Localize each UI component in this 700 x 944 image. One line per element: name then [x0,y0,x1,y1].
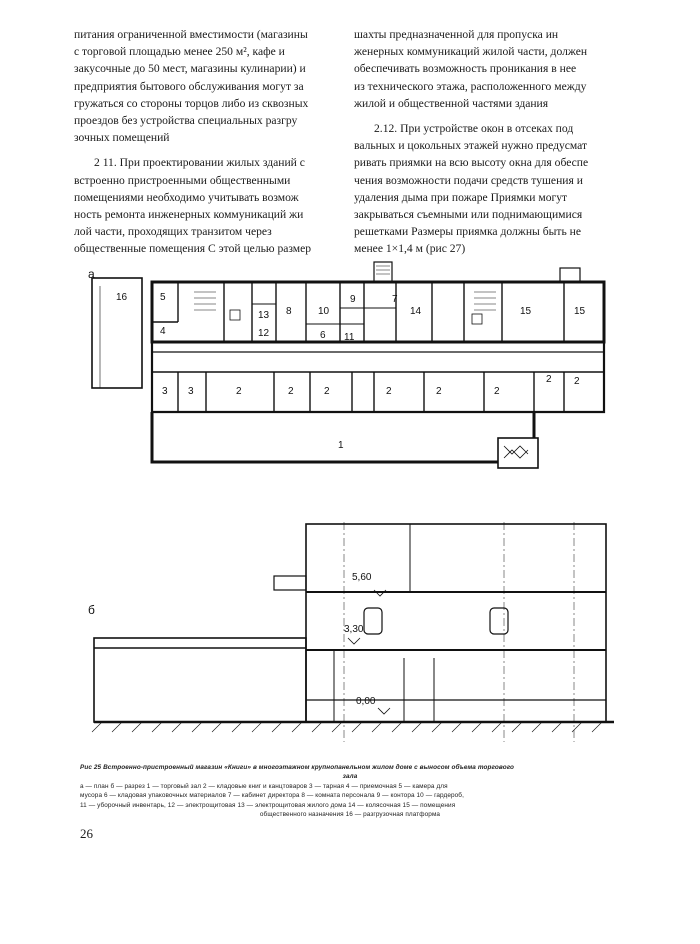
caption-legend-line: мусора 6 — кладовая упаковочных материалов 7 — кабинет директора 8 — комната персонала 9 — контора 10 — гардероб, [80,792,464,800]
architectural-figure [74,252,634,757]
right-text-column [354,26,624,258]
svg-text:14: 14 [410,306,422,317]
svg-text:15: 15 [574,306,586,317]
svg-text:3: 3 [188,386,194,397]
text-line: чения возможности подачи средств тушения и [354,173,583,187]
text-line: обеспечивать возможность проникания в нее [354,62,577,76]
text-line: ность ремонта инженерных коммуникаций жи [74,208,304,222]
left-text-column [74,26,328,258]
svg-text:5,60: 5,60 [352,572,372,583]
svg-text:2: 2 [574,376,580,387]
text-line: удаления дыма при пожаре Приямки могут [354,190,568,204]
svg-text:3: 3 [162,386,168,397]
caption-title-end: зала [342,773,358,781]
text-line: менее 1×1,4 м (рис 27) [354,242,466,256]
svg-text:5: 5 [160,292,166,303]
svg-text:10: 10 [318,306,330,317]
svg-text:13: 13 [258,310,270,321]
text-line: с торговой площадью менее 250 м², кафе и [74,45,285,59]
svg-text:2: 2 [436,386,442,397]
text-line: встроенно пристроенными общественными [74,173,291,187]
text-line: решетками Размеры приямка должны быть не [354,225,582,239]
svg-text:6: 6 [320,330,326,341]
text-line: закрываться съемными или поднимающимися [354,208,583,222]
svg-text:7: 7 [392,294,398,305]
caption-legend-line: 11 — уборочный инвентарь, 12 — электрощитовая 13 — электрощитовая жилого дома 14 — колясочная 15 — помещения [80,801,456,809]
caption-legend-line: общественного назначения 16 — разгрузочная платформа [259,811,441,819]
svg-text:11: 11 [344,332,355,343]
text-line: общественные помещения С этой целью размер [74,242,312,256]
svg-text:2: 2 [386,386,392,397]
section-label: б [88,603,95,617]
text-line: помещениями необходимо учитывать возмож [74,190,299,204]
text-line: 2 11. При проектировании жилых зданий с [94,156,305,170]
text-line: жилой и общественной частями здания [354,96,549,110]
text-line: предприятия бытового обслуживания могут за [74,79,304,93]
caption-title: Рис 25 Встроенно-пристроенный магазин «Книги» в многоэтажном крупнопанельном жилом доме с выносом объема торгового [80,764,515,771]
svg-text:2: 2 [288,386,294,397]
caption-legend-line: а — план б — разрез 1 — торговый зал 2 — кладовые книг и канцтоваров 3 — тарная 4 — приемочная 5 — камера для [80,782,448,790]
svg-text:0,00: 0,00 [356,696,376,707]
svg-text:3,30: 3,30 [344,624,364,635]
svg-text:1: 1 [338,440,344,451]
text-line: женерных коммуникаций жилой части, должен [354,45,588,59]
text-line: гружаться со стороны торцов либо из сквозных [74,96,309,110]
text-line: зочных помещений [74,131,170,145]
text-line: шахты предназначенной для пропуска ин [354,28,559,41]
figure-caption [80,763,620,819]
text-line: ривать приямки на всю высоту окна для обеспе [354,156,589,170]
text-line: закусочные до 50 мест, магазины кулинарии) и [74,62,306,76]
text-line: вальных и цокольных этажей нужно предусмат [354,139,588,153]
page-number: 26 [80,826,93,841]
svg-text:16: 16 [116,292,128,303]
svg-text:15: 15 [520,306,532,317]
text-line: питания ограниченной вместимости (магазины [74,28,308,41]
text-line: из технического этажа, расположенного между [354,79,587,93]
svg-text:8: 8 [286,306,292,317]
plan-label: а [88,267,95,281]
svg-text:2: 2 [236,386,242,397]
text-line: проездов без устройства специальных разгру [74,114,298,128]
svg-text:2: 2 [324,386,330,397]
svg-text:2: 2 [546,374,552,385]
svg-text:9: 9 [350,294,356,305]
svg-text:4: 4 [160,326,166,337]
svg-text:12: 12 [258,328,270,339]
text-line: 2.12. При устройстве окон в отсеках под [374,122,574,136]
text-line: лой части, проходящих транзитом через [74,225,272,239]
svg-text:2: 2 [494,386,500,397]
